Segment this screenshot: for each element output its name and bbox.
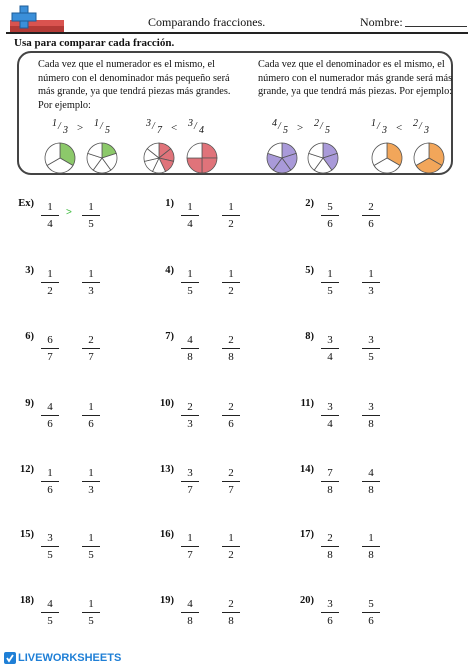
fraction-bar (181, 282, 199, 283)
fraction-b (82, 597, 100, 628)
fraction-b (82, 200, 100, 231)
example-a-denominator: 5 (283, 125, 288, 136)
pie-slice-filled (202, 158, 217, 173)
fraction-b (362, 267, 380, 298)
fraction-a (321, 597, 339, 628)
fraction-a (181, 466, 199, 497)
fraction-a (41, 333, 59, 364)
fraction-bar (41, 215, 59, 216)
pie-slice-empty (187, 143, 202, 158)
fraction-bar (181, 612, 199, 613)
example-operator: < (396, 122, 403, 134)
fraction-bar (82, 481, 100, 482)
fraction-bar (321, 282, 339, 283)
fraction-b (362, 531, 380, 562)
fraction-numerator: 2 (327, 532, 333, 544)
fraction-denominator: 2 (228, 218, 234, 230)
fraction-b (222, 333, 240, 364)
fraction-bar (321, 612, 339, 613)
fraction-a (181, 267, 199, 298)
problem-label: 20) (300, 595, 314, 606)
fraction-bar (41, 282, 59, 283)
example-b-numerator: 3 (188, 118, 193, 129)
problem-label: 14) (300, 464, 314, 475)
example-b-slash: / (320, 121, 323, 132)
fraction-numerator: 2 (88, 334, 94, 346)
problem-label: 13) (160, 464, 174, 475)
fraction-pie-icon (86, 142, 118, 174)
example-a-denominator: 7 (157, 125, 162, 136)
fraction-numerator: 3 (327, 401, 333, 413)
fraction-bar (82, 282, 100, 283)
fraction-b (222, 400, 240, 431)
fraction-pie-icon (143, 142, 175, 174)
fraction-a (321, 267, 339, 298)
fraction-numerator: 4 (187, 598, 193, 610)
fraction-bar (362, 612, 380, 613)
fraction-denominator: 8 (327, 484, 333, 496)
fraction-denominator: 6 (368, 218, 374, 230)
fraction-numerator: 1 (47, 201, 53, 213)
fraction-bar (362, 415, 380, 416)
fraction-denominator: 8 (327, 549, 333, 561)
example-a-slash: / (377, 121, 380, 132)
problem-label: 9) (25, 398, 34, 409)
fraction-denominator: 3 (187, 418, 193, 430)
fraction-numerator: 1 (88, 268, 94, 280)
fraction-b (222, 531, 240, 562)
fraction-a (181, 531, 199, 562)
header-divider (6, 32, 468, 34)
fraction-bar (362, 348, 380, 349)
fraction-bar (222, 481, 240, 482)
fraction-a (41, 200, 59, 231)
fraction-denominator: 4 (327, 351, 333, 363)
problem-label: 2) (305, 198, 314, 209)
fraction-numerator: 5 (368, 598, 374, 610)
fraction-bar (41, 348, 59, 349)
fraction-denominator: 4 (187, 218, 193, 230)
example-a-numerator: 4 (272, 118, 277, 129)
fraction-bar (181, 348, 199, 349)
fraction-bar (222, 546, 240, 547)
fraction-numerator: 1 (88, 201, 94, 213)
fraction-numerator: 4 (47, 598, 53, 610)
fraction-denominator: 8 (228, 351, 234, 363)
fraction-bar (82, 546, 100, 547)
instruction-text: Usa para comparar cada fracción. (14, 37, 175, 49)
problem-label: 1) (165, 198, 174, 209)
example-operator: < (171, 122, 178, 134)
problem-label: 6) (25, 331, 34, 342)
fraction-denominator: 5 (88, 615, 94, 627)
fraction-numerator: 4 (368, 467, 374, 479)
fraction-bar (222, 612, 240, 613)
fraction-numerator: 1 (228, 268, 234, 280)
fraction-pie-icon (371, 142, 403, 174)
problem-label: 11) (300, 398, 314, 409)
fraction-b (82, 531, 100, 562)
example-b-denominator: 4 (199, 125, 204, 136)
fraction-a (181, 597, 199, 628)
fraction-denominator: 3 (88, 484, 94, 496)
fraction-denominator: 5 (88, 549, 94, 561)
fraction-pie-icon (266, 142, 298, 174)
fraction-bar (82, 215, 100, 216)
fraction-bar (181, 481, 199, 482)
fraction-bar (82, 612, 100, 613)
fraction-denominator: 7 (187, 549, 193, 561)
fraction-bar (41, 546, 59, 547)
fraction-numerator: 4 (47, 401, 53, 413)
fraction-bar (41, 481, 59, 482)
pie-slice-filled (187, 158, 202, 173)
fraction-numerator: 1 (187, 201, 193, 213)
fraction-numerator: 2 (228, 334, 234, 346)
fraction-numerator: 5 (327, 201, 333, 213)
fraction-numerator: 1 (88, 401, 94, 413)
fraction-numerator: 3 (327, 598, 333, 610)
fraction-numerator: 1 (88, 467, 94, 479)
fraction-b (362, 333, 380, 364)
fraction-denominator: 5 (327, 285, 333, 297)
fraction-pie-icon (186, 142, 218, 174)
fraction-b (82, 267, 100, 298)
fraction-b (362, 466, 380, 497)
rule-same-denominator-text: Cada vez que el denominador es el mismo, el número con el numerador más grande será más grande, ya que tendrá más piezas. Por ejemplo: (258, 59, 453, 98)
fraction-bar (82, 348, 100, 349)
fraction-numerator: 2 (187, 401, 193, 413)
example-b-numerator: 2 (314, 118, 319, 129)
problem-label: 8) (305, 331, 314, 342)
fraction-denominator: 5 (47, 615, 53, 627)
fraction-bar (41, 612, 59, 613)
fraction-numerator: 1 (88, 532, 94, 544)
problem-label: 16) (160, 529, 174, 540)
example-a-slash: / (58, 121, 61, 132)
fraction-denominator: 8 (368, 549, 374, 561)
pie-slice-filled (202, 143, 217, 158)
fraction-denominator: 7 (187, 484, 193, 496)
fraction-a (41, 400, 59, 431)
fraction-denominator: 5 (368, 351, 374, 363)
fraction-b (82, 466, 100, 497)
fraction-denominator: 8 (368, 418, 374, 430)
fraction-denominator: 2 (47, 285, 53, 297)
example-b-numerator: 2 (413, 118, 418, 129)
fraction-a (321, 200, 339, 231)
fraction-bar (362, 481, 380, 482)
example-b-slash: / (100, 121, 103, 132)
problem-label: 18) (20, 595, 34, 606)
example-a-denominator: 3 (63, 125, 68, 136)
fraction-denominator: 6 (47, 484, 53, 496)
fraction-a (41, 531, 59, 562)
fraction-bar (82, 415, 100, 416)
fraction-numerator: 2 (368, 201, 374, 213)
fraction-denominator: 3 (368, 285, 374, 297)
problem-label: 3) (25, 265, 34, 276)
fraction-a (321, 531, 339, 562)
fraction-numerator: 1 (368, 268, 374, 280)
example-a-slash: / (152, 121, 155, 132)
rule-same-numerator-text: Cada vez que el numerador es el mismo, el número con el denominador más pequeño será más grande, ya que tendrá piezas más grandes. Por ejemplo: (38, 59, 231, 111)
fraction-denominator: 7 (88, 351, 94, 363)
fraction-b (362, 597, 380, 628)
fraction-a (321, 333, 339, 364)
example-a-slash: / (278, 121, 281, 132)
fraction-b (222, 597, 240, 628)
fraction-numerator: 1 (228, 532, 234, 544)
fraction-bar (362, 546, 380, 547)
fraction-numerator: 1 (368, 532, 374, 544)
name-label: Nombre: (360, 15, 403, 29)
problem-label: 7) (165, 331, 174, 342)
fraction-numerator: 3 (327, 334, 333, 346)
problem-label: 19) (160, 595, 174, 606)
fraction-numerator: 2 (228, 598, 234, 610)
fraction-numerator: 6 (47, 334, 53, 346)
example-operator: > (77, 122, 84, 134)
fraction-denominator: 6 (368, 615, 374, 627)
fraction-numerator: 1 (47, 268, 53, 280)
fraction-numerator: 3 (187, 467, 193, 479)
fraction-a (41, 466, 59, 497)
fraction-pie-icon (307, 142, 339, 174)
fraction-bar (41, 415, 59, 416)
fraction-denominator: 8 (187, 351, 193, 363)
fraction-numerator: 1 (47, 467, 53, 479)
fraction-a (321, 400, 339, 431)
fraction-denominator: 3 (88, 285, 94, 297)
fraction-denominator: 2 (228, 285, 234, 297)
fraction-a (41, 597, 59, 628)
example-operator: > (297, 122, 304, 134)
fraction-denominator: 5 (88, 218, 94, 230)
fraction-denominator: 8 (187, 615, 193, 627)
fraction-numerator: 2 (228, 401, 234, 413)
problem-label: 10) (160, 398, 174, 409)
worksheet-logo-icon (6, 4, 64, 34)
problem-label: 17) (300, 529, 314, 540)
example-a-numerator: 1 (371, 118, 376, 129)
fraction-bar (181, 215, 199, 216)
fraction-numerator: 2 (228, 467, 234, 479)
fraction-numerator: 1 (327, 268, 333, 280)
fraction-bar (321, 415, 339, 416)
fraction-denominator: 5 (47, 549, 53, 561)
fraction-denominator: 6 (327, 615, 333, 627)
fraction-bar (321, 481, 339, 482)
fraction-b (362, 400, 380, 431)
example-b-slash: / (419, 121, 422, 132)
fraction-denominator: 8 (228, 615, 234, 627)
fraction-bar (362, 282, 380, 283)
fraction-numerator: 3 (47, 532, 53, 544)
fraction-bar (181, 415, 199, 416)
example-a-numerator: 3 (146, 118, 151, 129)
example-a-denominator: 3 (382, 125, 387, 136)
example-b-denominator: 3 (424, 125, 429, 136)
fraction-numerator: 3 (368, 334, 374, 346)
footer-brand-text: LIVEWORKSHEETS (18, 652, 122, 664)
fraction-denominator: 8 (368, 484, 374, 496)
problem-label: 4) (165, 265, 174, 276)
fraction-denominator: 6 (228, 418, 234, 430)
fraction-b (222, 466, 240, 497)
example-b-denominator: 5 (325, 125, 330, 136)
fraction-numerator: 1 (187, 268, 193, 280)
fraction-bar (181, 546, 199, 547)
fraction-denominator: 7 (228, 484, 234, 496)
fraction-bar (222, 282, 240, 283)
fraction-numerator: 3 (368, 401, 374, 413)
fraction-b (222, 200, 240, 231)
example-b-numerator: 1 (94, 118, 99, 129)
comparison-answer-field[interactable]: > (66, 207, 72, 218)
example-b-denominator: 5 (105, 125, 110, 136)
fraction-bar (321, 215, 339, 216)
fraction-numerator: 4 (187, 334, 193, 346)
example-a-numerator: 1 (52, 118, 57, 129)
fraction-pie-icon (413, 142, 445, 174)
worksheet-title: Comparando fracciones. (148, 15, 266, 29)
fraction-denominator: 5 (187, 285, 193, 297)
fraction-bar (222, 348, 240, 349)
fraction-b (82, 333, 100, 364)
fraction-denominator: 6 (88, 418, 94, 430)
fraction-denominator: 6 (327, 218, 333, 230)
problem-label: Ex) (18, 198, 34, 209)
fraction-b (82, 400, 100, 431)
fraction-numerator: 1 (187, 532, 193, 544)
fraction-b (222, 267, 240, 298)
fraction-bar (321, 546, 339, 547)
fraction-bar (321, 348, 339, 349)
problem-label: 15) (20, 529, 34, 540)
fraction-a (181, 400, 199, 431)
fraction-bar (222, 215, 240, 216)
fraction-numerator: 1 (88, 598, 94, 610)
fraction-numerator: 1 (228, 201, 234, 213)
fraction-denominator: 4 (327, 418, 333, 430)
fraction-a (181, 200, 199, 231)
fraction-a (181, 333, 199, 364)
fraction-denominator: 2 (228, 549, 234, 561)
fraction-bar (222, 415, 240, 416)
problem-label: 5) (305, 265, 314, 276)
fraction-b (362, 200, 380, 231)
fraction-a (41, 267, 59, 298)
fraction-denominator: 7 (47, 351, 53, 363)
footer-brand (4, 652, 121, 664)
fraction-pie-icon (44, 142, 76, 174)
fraction-denominator: 4 (47, 218, 53, 230)
fraction-denominator: 6 (47, 418, 53, 430)
problem-label: 12) (20, 464, 34, 475)
liveworksheets-logo-icon (4, 652, 16, 664)
name-field[interactable] (405, 26, 467, 27)
example-b-slash: / (194, 121, 197, 132)
fraction-a (321, 466, 339, 497)
fraction-numerator: 7 (327, 467, 333, 479)
fraction-bar (362, 215, 380, 216)
